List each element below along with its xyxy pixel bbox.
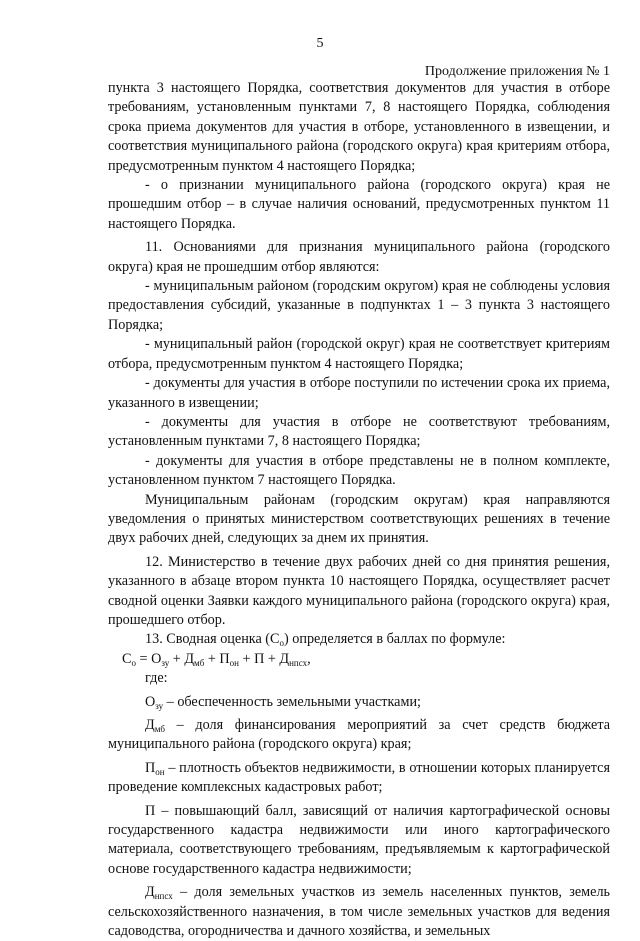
paragraph: пункта 3 настоящего Порядка, соответствия документов для участия в отборе требованиям, установленным пунктами 7, 8 настоящего Порядка, соблюдения срока приема документов для участия в отборе, установленного в извещении, и соответствия муниципального района (городского округа) края критериям отбора, предусмотренным пунктом 4 настоящего Порядка; bbox=[108, 80, 610, 174]
definition-subscript: нпсх bbox=[154, 891, 173, 902]
formula-symbol: О bbox=[151, 650, 162, 667]
definition-text: – доля земельных участков из земель населенных пунктов, земель сельскохозяйственного назначения, в том числе земельных участков для ведения садоводства, огородничества и дачного хозяйства, и земельных bbox=[108, 884, 610, 940]
paragraph: 11. Основаниями для признания муниципального района (городского округа) края не прошедшим отбор являются: bbox=[108, 239, 610, 275]
paragraph: - документы для участия в отборе не соответствуют требованиям, установленным пунктами 7, 8 настоящего Порядка; bbox=[108, 413, 610, 450]
definition-subscript: мб bbox=[154, 724, 165, 734]
formula-symbol: Д bbox=[184, 650, 194, 667]
definition-p: П – повышающий балл, зависящий от наличия картографической основы государственного кадастра недвижимости или иного картографического материала, соответствующего требованиям, предъявляемым к картографической основе государственного кадастра недвижимости; bbox=[108, 802, 610, 877]
paragraph-text: 13. Сводная оценка (С bbox=[145, 631, 280, 648]
definition-dmb bbox=[108, 716, 610, 755]
formula-operator: + bbox=[204, 650, 220, 667]
paragraph: - муниципальный район (городской округ) края не соответствует критериям отбора, предусмотренным пунктом 4 настоящего Порядка; bbox=[108, 336, 610, 372]
paragraph-text: ) определяется в баллах по формуле: bbox=[284, 631, 506, 648]
definition-symbol: О bbox=[145, 693, 156, 710]
formula-subscript: нпсх bbox=[289, 657, 308, 668]
definition-symbol: Д bbox=[145, 884, 155, 901]
definition-symbol: П bbox=[145, 759, 156, 776]
formula-operator: + П + bbox=[238, 650, 280, 667]
definition-subscript: зу bbox=[155, 700, 164, 711]
paragraph bbox=[108, 630, 610, 649]
formula-subscript: он bbox=[229, 657, 239, 668]
definition-symbol: Д bbox=[145, 717, 155, 733]
definition-text: – плотность объектов недвижимости, в отношении которых планируется проведение комплексных кадастровых работ; bbox=[108, 759, 610, 796]
appendix-continuation-label: Продолжение приложения № 1 bbox=[424, 64, 610, 79]
formula-subscript: зу bbox=[161, 657, 170, 668]
formula-operator: , bbox=[307, 650, 311, 667]
formula-subscript: мб bbox=[194, 657, 205, 668]
paragraph: - документы для участия в отборе представлены не в полном комплекте, установленном пунктом 7 настоящего Порядка. bbox=[108, 452, 610, 489]
definition-subscript: он bbox=[155, 766, 165, 777]
paragraph: Муниципальным районам (городским округам) края направляются уведомления о принятых министерством соответствующих решениях в течение двух рабочих дней, следующих за днем их принятия. bbox=[108, 491, 610, 547]
formula-symbol: С bbox=[122, 650, 132, 667]
formula-operator: + bbox=[169, 650, 185, 667]
paragraph: 12. Министерство в течение двух рабочих дней со дня принятия решения, указанного в абзаце втором пункта 10 настоящего Порядка, осуществляет расчет сводной оценки Заявки каждого муниципального района (городского округа) края, прошедшего отбор. bbox=[108, 553, 610, 628]
definition-pon bbox=[108, 759, 610, 798]
definition-text: – доля финансирования мероприятий за счет средств бюджета муниципального района (городского округа) края; bbox=[108, 717, 610, 753]
definition-dnpsh bbox=[108, 883, 610, 941]
definition-text: – обеспеченность земельными участками; bbox=[163, 693, 421, 710]
formula-symbol: П bbox=[219, 650, 230, 667]
formula-operator: = bbox=[135, 650, 152, 667]
paragraph: - муниципальным районом (городским округом) края не соблюдены условия предоставления субсидий, указанные в подпунктах 1 – 3 пункта 3 настоящего Порядка; bbox=[108, 278, 610, 333]
formula bbox=[108, 650, 610, 669]
paragraph: - о признании муниципального района (городского округа) края не прошедшим отбор – в случае наличия оснований, предусмотренных пунктом 11 настоящего Порядка. bbox=[108, 177, 610, 232]
formula-symbol: Д bbox=[279, 650, 290, 667]
paragraph: - документы для участия в отборе поступили по истечении срока их приема, указанного в извещении; bbox=[108, 375, 610, 411]
formula-subscript: о bbox=[131, 657, 136, 668]
definition-ozu bbox=[108, 693, 610, 712]
document-body bbox=[108, 79, 610, 941]
subscript: о bbox=[279, 638, 284, 649]
where-label: где: bbox=[145, 670, 168, 687]
page-number: 5 bbox=[316, 36, 324, 51]
